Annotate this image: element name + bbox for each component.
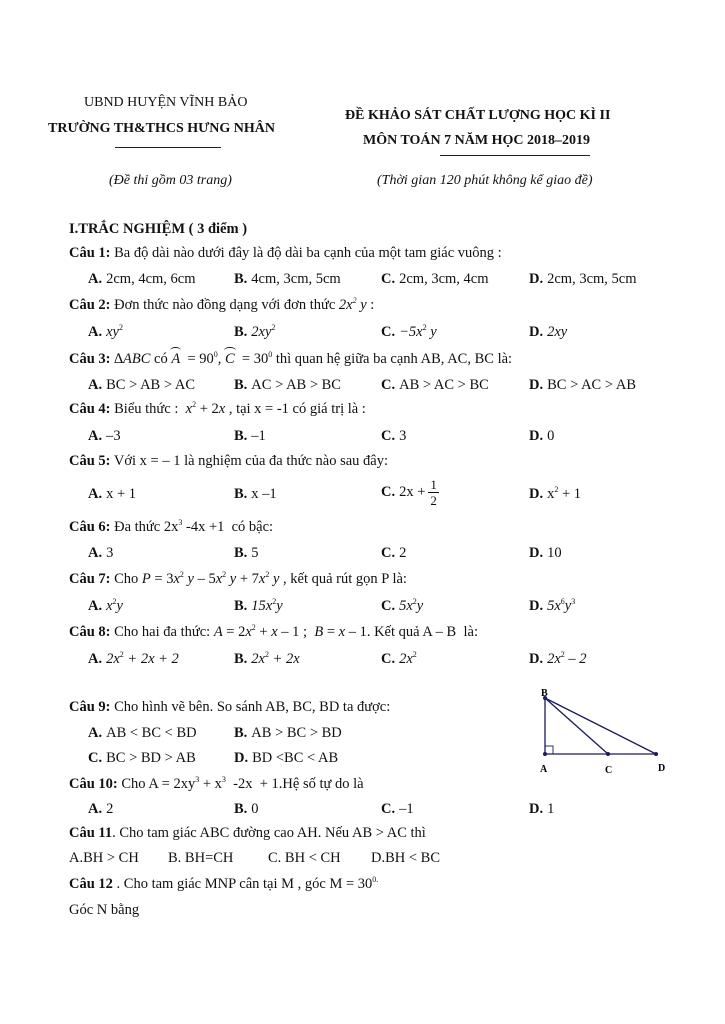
option-1d[interactable]: D. 2cm, 3cm, 5cm	[529, 271, 637, 287]
option-3b[interactable]: B. AC > AB > BC	[234, 377, 341, 393]
point-a	[543, 752, 547, 756]
option-7a[interactable]: A. $x^2y$	[88, 597, 123, 614]
question-7: Câu 7: Cho $P = 3x^2$ y – $5x^2$ $y + 7x^2$ y , kết quả rút gọn P là:	[69, 570, 407, 587]
option-1a[interactable]: A. 2cm, 4cm, 6cm	[88, 271, 196, 287]
page-count-note: (Đề thi gồm 03 trang)	[109, 173, 232, 188]
exam-title: ĐỀ KHẢO SÁT CHẤT LƯỢNG HỌC KÌ II	[345, 108, 611, 123]
title-underline	[440, 155, 590, 156]
label-b: B	[541, 688, 548, 699]
school-underline	[115, 147, 221, 148]
option-11b[interactable]: B. BH=CH	[168, 850, 234, 866]
point-c	[606, 752, 610, 756]
question-12: Câu 12 . Cho tam giác MNP cân tại M , góc $M = 30^{0.}$	[69, 875, 379, 892]
option-11a[interactable]: A.BH > CH	[69, 850, 139, 866]
option-3c[interactable]: C. AB > AC > BC	[381, 377, 489, 393]
question-11: Câu 11. Cho tam giác ABC đường cao AH. Nếu AB > AC thì	[69, 825, 426, 841]
school-name: TRƯỜNG TH&THCS HƯNG NHÂN	[48, 121, 275, 136]
option-10c[interactable]: C. –1	[381, 801, 414, 817]
option-2b[interactable]: B. $2xy^2$	[234, 323, 276, 340]
option-2a[interactable]: A. $xy^2$	[88, 323, 123, 340]
time-note: (Thời gian 120 phút không kể giao đề)	[377, 173, 593, 188]
question-8: Câu 8: Cho hai đa thức: $A = 2x^2 + x - 1$ ; B = x – 1. Kết quả A – B là:	[69, 623, 478, 640]
option-6d[interactable]: D. 10	[529, 545, 562, 561]
option-4a[interactable]: A. –3	[88, 428, 121, 444]
option-3a[interactable]: A. BC > AB > AC	[88, 377, 195, 393]
option-1c[interactable]: C. 2cm, 3cm, 4cm	[381, 271, 489, 287]
option-8b[interactable]: B. $2x^2 + 2x$	[234, 650, 300, 667]
question-1	[69, 245, 502, 262]
question-9: Câu 9: Cho hình vẽ bên. So sánh AB, BC, BD ta được:	[69, 699, 391, 715]
section-title: I.TRẮC NGHIỆM ( 3 điểm )	[69, 221, 248, 237]
option-7b[interactable]: B. $15x^2y$	[234, 597, 283, 614]
segment-bc	[545, 698, 608, 754]
option-11c[interactable]: C. BH < CH	[268, 850, 341, 866]
question-12-continuation: Góc N bằng	[69, 902, 140, 918]
option-9b[interactable]: B. AB > BC > BD	[234, 725, 342, 741]
label-d: D	[658, 763, 666, 774]
option-4b[interactable]: B. –1	[234, 428, 266, 444]
option-2d[interactable]: D. 2xy	[529, 324, 568, 340]
option-9d[interactable]: D. BD <BC < AB	[234, 750, 339, 766]
option-9c[interactable]: C. BC > BD > AB	[88, 750, 196, 766]
option-5c[interactable]: C. 2x + $\frac{1}{2}$	[381, 477, 437, 508]
label-a: A	[540, 764, 548, 775]
option-10a[interactable]: A. 2	[88, 801, 114, 817]
question-5: Câu 5: Với x = – 1 là nghiệm của đa thức nào sau đây:	[69, 453, 389, 469]
option-5b[interactable]: B. x –1	[234, 486, 277, 502]
question-label: Câu 1:	[69, 245, 111, 261]
triangle-figure	[530, 688, 680, 778]
option-5d[interactable]: D. $x^2 + 1$	[529, 485, 582, 502]
option-8a[interactable]: A. $2x^2 + 2x + 2$	[88, 650, 179, 667]
option-10b[interactable]: B. 0	[234, 801, 259, 817]
option-7c[interactable]: C. $5x^2y$	[381, 597, 424, 614]
point-d	[654, 752, 658, 756]
question-2: Câu 2: Đơn thức nào đồng dạng với đơn thức $2x^2$ y :	[69, 296, 375, 313]
option-11d[interactable]: D.BH < BC	[371, 850, 441, 866]
question-10: Câu 10: Cho $A = 2xy^3 + x^3$ -2x + 1.Hệ số tự do là	[69, 775, 364, 792]
option-2c[interactable]: C. $-5x^2$ y	[381, 323, 437, 340]
segment-bd	[545, 698, 656, 754]
option-8d[interactable]: D. $2x^2 - 2$	[529, 650, 587, 667]
option-1b[interactable]: B. 4cm, 3cm, 5cm	[234, 271, 341, 287]
option-8c[interactable]: C. $2x^2$	[381, 650, 417, 667]
question-text: Ba độ dài nào dưới đây là độ dài ba cạnh của một tam giác vuông :	[110, 245, 502, 261]
option-6c[interactable]: C. 2	[381, 545, 407, 561]
question-6: Câu 6: Đa thức $2x^3$ -4x +1 có bậc:	[69, 518, 274, 535]
exam-subject: MÔN TOÁN 7 NĂM HỌC 2018–2019	[363, 133, 590, 148]
option-7d[interactable]: D. $5x^6y^3$	[529, 597, 576, 614]
option-9a[interactable]: A. AB < BC < BD	[88, 725, 197, 741]
option-5a[interactable]: A. x + 1	[88, 486, 137, 502]
option-4c[interactable]: C. 3	[381, 428, 407, 444]
option-4d[interactable]: D. 0	[529, 428, 555, 444]
option-3d[interactable]: D. BC > AC > AB	[529, 377, 636, 393]
district-name: UBND HUYỆN VĨNH BẢO	[84, 95, 248, 110]
question-3: Câu 3: ∆ABC có $A = 90^0$, $C = 30^0$ thì quan hệ giữa ba cạnh AB, AC, BC là:	[69, 350, 513, 367]
option-6b[interactable]: B. 5	[234, 545, 259, 561]
option-10d[interactable]: D. 1	[529, 801, 555, 817]
label-c: C	[605, 765, 613, 776]
option-6a[interactable]: A. 3	[88, 545, 114, 561]
question-4: Câu 4: Biểu thức : $x^2 + 2x$ , tại x = -1 có giá trị là :	[69, 400, 366, 417]
